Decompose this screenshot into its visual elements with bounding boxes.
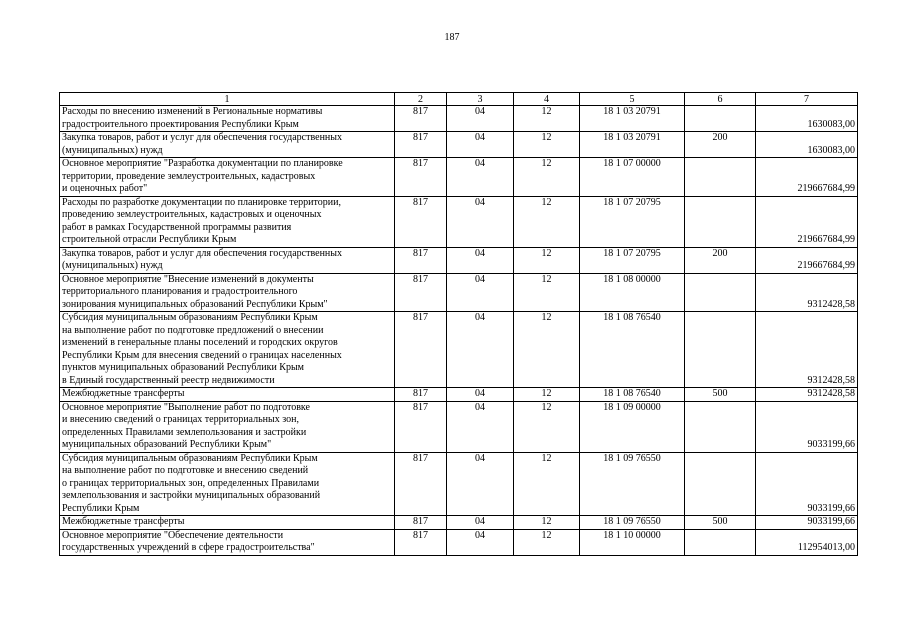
subsection-code-cell: 12 (514, 388, 580, 402)
column-header: 4 (514, 93, 580, 106)
amount-cell: 9033199,66 (756, 452, 858, 516)
subsection-code-cell: 12 (514, 312, 580, 388)
column-header: 1 (60, 93, 395, 106)
amount-cell: 1630083,00 (756, 132, 858, 158)
target-article-cell: 18 1 08 76540 (580, 312, 685, 388)
table-row (60, 516, 858, 530)
table-body (60, 106, 858, 556)
ministry-code-cell: 817 (395, 312, 447, 388)
column-header: 5 (580, 93, 685, 106)
table-row (60, 106, 858, 132)
expense-type-cell (685, 529, 756, 555)
expense-type-cell (685, 273, 756, 312)
row-name-cell: Основное мероприятие "Обеспечение деятельности государственных учреждений в сфере градостроительства" (60, 529, 395, 555)
amount-cell: 219667684,99 (756, 247, 858, 273)
subsection-code-cell: 12 (514, 516, 580, 530)
section-code-cell: 04 (447, 388, 514, 402)
expense-type-cell (685, 401, 756, 452)
target-article-cell: 18 1 07 00000 (580, 158, 685, 197)
target-article-cell: 18 1 08 76540 (580, 388, 685, 402)
row-name-cell: Субсидия муниципальным образованиям Республики Крым на выполнение работ по подготовке предложений о внесении изменений в генеральные планы поселений и городских округов Республики Крым для внесения сведений о границах населенных пунктов муниципальных образований Республики Крым в Единый государственный реестр недвижимости (60, 312, 395, 388)
amount-cell: 9312428,58 (756, 312, 858, 388)
ministry-code-cell: 817 (395, 388, 447, 402)
table-row (60, 158, 858, 197)
target-article-cell: 18 1 09 00000 (580, 401, 685, 452)
section-code-cell: 04 (447, 401, 514, 452)
section-code-cell: 04 (447, 452, 514, 516)
target-article-cell: 18 1 07 20795 (580, 196, 685, 247)
table-row (60, 529, 858, 555)
expense-type-cell (685, 106, 756, 132)
expense-type-cell: 200 (685, 132, 756, 158)
table-row (60, 196, 858, 247)
subsection-code-cell: 12 (514, 452, 580, 516)
amount-cell: 112954013,00 (756, 529, 858, 555)
expense-type-cell (685, 312, 756, 388)
table-row (60, 452, 858, 516)
section-code-cell: 04 (447, 273, 514, 312)
ministry-code-cell: 817 (395, 516, 447, 530)
target-article-cell: 18 1 03 20791 (580, 132, 685, 158)
column-header: 6 (685, 93, 756, 106)
row-name-cell: Субсидия муниципальным образованиям Республики Крым на выполнение работ по подготовке и внесению сведений о границах территориальных зон, определенных Правилами землепользования и застройки муниципальных образований Республики Крым (60, 452, 395, 516)
budget-table (59, 92, 858, 556)
row-name-cell: Основное мероприятие "Внесение изменений в документы территориального планирования и градостроительного зонирования муниципальных образований Республики Крым" (60, 273, 395, 312)
ministry-code-cell: 817 (395, 106, 447, 132)
target-article-cell: 18 1 10 00000 (580, 529, 685, 555)
amount-cell: 9033199,66 (756, 516, 858, 530)
amount-cell: 9312428,58 (756, 388, 858, 402)
ministry-code-cell: 817 (395, 529, 447, 555)
amount-cell: 9033199,66 (756, 401, 858, 452)
row-name-cell: Межбюджетные трансферты (60, 388, 395, 402)
ministry-code-cell: 817 (395, 247, 447, 273)
subsection-code-cell: 12 (514, 529, 580, 555)
column-header: 3 (447, 93, 514, 106)
table-row (60, 388, 858, 402)
section-code-cell: 04 (447, 196, 514, 247)
row-name-cell: Расходы по разработке документации по планировке территории, проведению землеустроительных, кадастровых и оценочных работ в рамках Государственной программы развития строительной отрасли Республики Крым (60, 196, 395, 247)
subsection-code-cell: 12 (514, 196, 580, 247)
target-article-cell: 18 1 07 20795 (580, 247, 685, 273)
subsection-code-cell: 12 (514, 247, 580, 273)
subsection-code-cell: 12 (514, 273, 580, 312)
row-name-cell: Основное мероприятие "Выполнение работ по подготовке и внесению сведений о границах территориальных зон, определенных Правилами землепользования и застройки муниципальных образований Республики Крым" (60, 401, 395, 452)
section-code-cell: 04 (447, 312, 514, 388)
amount-cell: 219667684,99 (756, 158, 858, 197)
ministry-code-cell: 817 (395, 196, 447, 247)
table-row (60, 401, 858, 452)
expense-type-cell: 500 (685, 388, 756, 402)
expense-type-cell: 200 (685, 247, 756, 273)
section-code-cell: 04 (447, 132, 514, 158)
target-article-cell: 18 1 08 00000 (580, 273, 685, 312)
subsection-code-cell: 12 (514, 401, 580, 452)
amount-cell: 1630083,00 (756, 106, 858, 132)
expense-type-cell (685, 158, 756, 197)
section-code-cell: 04 (447, 516, 514, 530)
target-article-cell: 18 1 09 76550 (580, 452, 685, 516)
expense-type-cell: 500 (685, 516, 756, 530)
ministry-code-cell: 817 (395, 132, 447, 158)
table-row (60, 273, 858, 312)
subsection-code-cell: 12 (514, 132, 580, 158)
row-name-cell: Межбюджетные трансферты (60, 516, 395, 530)
section-code-cell: 04 (447, 529, 514, 555)
target-article-cell: 18 1 03 20791 (580, 106, 685, 132)
row-name-cell: Закупка товаров, работ и услуг для обеспечения государственных (муниципальных) нужд (60, 247, 395, 273)
amount-cell: 219667684,99 (756, 196, 858, 247)
table-row (60, 132, 858, 158)
section-code-cell: 04 (447, 158, 514, 197)
amount-cell: 9312428,58 (756, 273, 858, 312)
target-article-cell: 18 1 09 76550 (580, 516, 685, 530)
expense-type-cell (685, 196, 756, 247)
table-header-row (60, 93, 858, 106)
expense-type-cell (685, 452, 756, 516)
ministry-code-cell: 817 (395, 273, 447, 312)
row-name-cell: Закупка товаров, работ и услуг для обеспечения государственных (муниципальных) нужд (60, 132, 395, 158)
section-code-cell: 04 (447, 106, 514, 132)
ministry-code-cell: 817 (395, 452, 447, 516)
subsection-code-cell: 12 (514, 158, 580, 197)
table-row (60, 312, 858, 388)
ministry-code-cell: 817 (395, 158, 447, 197)
column-header: 2 (395, 93, 447, 106)
subsection-code-cell: 12 (514, 106, 580, 132)
page-number: 187 (444, 32, 460, 43)
column-header: 7 (756, 93, 858, 106)
section-code-cell: 04 (447, 247, 514, 273)
row-name-cell: Расходы по внесению изменений в Региональные нормативы градостроительного проектирования Республики Крым (60, 106, 395, 132)
ministry-code-cell: 817 (395, 401, 447, 452)
table-row (60, 247, 858, 273)
row-name-cell: Основное мероприятие "Разработка документации по планировке территории, проведение землеустроительных, кадастровых и оценочных работ" (60, 158, 395, 197)
